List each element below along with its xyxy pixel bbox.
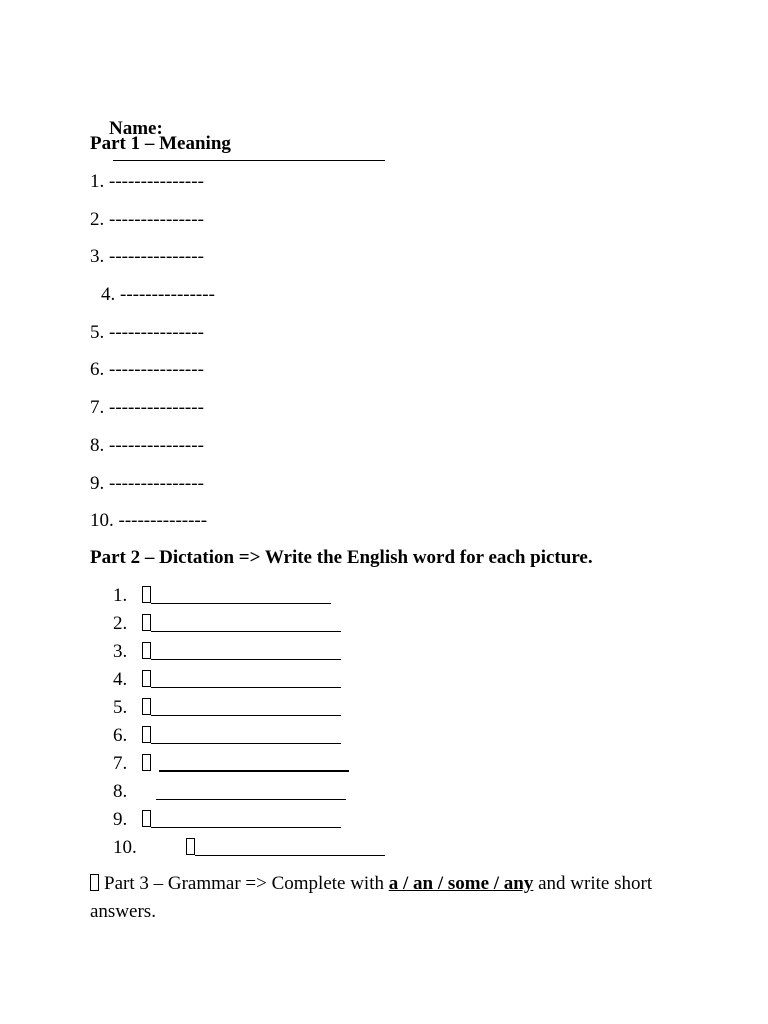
dictation-item-4	[113, 668, 341, 692]
dictation-number: 5.	[113, 697, 128, 718]
part1-item-3: 3. ---------------	[90, 246, 204, 267]
dictation-item-8	[113, 780, 346, 804]
dictation-item-9	[113, 808, 341, 832]
dictation-blank[interactable]	[156, 781, 346, 800]
dictation-number: 10.	[113, 837, 137, 858]
dictation-number: 9.	[113, 809, 128, 830]
missing-picture-icon	[142, 754, 151, 771]
part1-item-10: 10. --------------	[90, 510, 208, 531]
dictation-blank[interactable]	[151, 641, 341, 660]
dictation-item-5	[113, 696, 341, 720]
dictation-blank[interactable]	[159, 752, 349, 772]
dictation-item-2	[113, 612, 341, 636]
dictation-item-3	[113, 640, 341, 664]
part1-item-2: 2. ---------------	[90, 209, 204, 230]
dictation-item-6	[113, 724, 341, 748]
dictation-blank[interactable]	[151, 669, 341, 688]
missing-glyph-icon	[90, 874, 99, 891]
part1-item-8: 8. ---------------	[90, 435, 204, 456]
part1-item-1: 1. ---------------	[90, 171, 204, 192]
dictation-item-1	[113, 584, 331, 608]
part3-heading	[90, 870, 670, 926]
part1-item-4: 4. ---------------	[101, 284, 215, 305]
missing-picture-icon	[142, 586, 151, 603]
part1-item-7: 7. ---------------	[90, 397, 204, 418]
dictation-blank[interactable]	[151, 809, 341, 828]
missing-picture-icon	[142, 698, 151, 715]
name-label: Name:	[109, 118, 163, 139]
dictation-blank[interactable]	[151, 585, 331, 604]
part2-heading: Part 2 – Dictation => Write the English word for each picture.	[90, 547, 593, 568]
dictation-blank[interactable]	[151, 697, 341, 716]
dictation-blank[interactable]	[151, 613, 341, 632]
part3-options: a / an / some / any	[388, 873, 534, 894]
dictation-number: 2.	[113, 613, 128, 634]
dictation-number: 8.	[113, 781, 128, 802]
dictation-item-7	[113, 752, 349, 776]
dictation-number: 3.	[113, 641, 128, 662]
part1-item-6: 6. ---------------	[90, 359, 204, 380]
missing-picture-icon	[142, 642, 151, 659]
dictation-number: 4.	[113, 669, 128, 690]
part3-heading-prefix: Part 3 – Grammar => Complete with	[104, 873, 389, 894]
dictation-blank[interactable]	[195, 837, 385, 856]
dictation-number: 6.	[113, 725, 128, 746]
dictation-number: 1.	[113, 585, 128, 606]
part1-heading: Part 1 – Meaning	[90, 133, 231, 154]
missing-picture-icon	[142, 726, 151, 743]
missing-picture-icon	[186, 838, 195, 855]
part1-item-5: 5. ---------------	[90, 322, 204, 343]
dictation-item-10	[113, 836, 385, 860]
part1-item-9: 9. ---------------	[90, 473, 204, 494]
part3-heading-suffix: and write short answers.	[90, 873, 653, 922]
missing-picture-icon	[142, 614, 151, 631]
missing-picture-icon	[142, 670, 151, 687]
dictation-blank[interactable]	[151, 725, 341, 744]
dictation-number: 7.	[113, 753, 128, 774]
missing-picture-icon	[142, 810, 151, 827]
